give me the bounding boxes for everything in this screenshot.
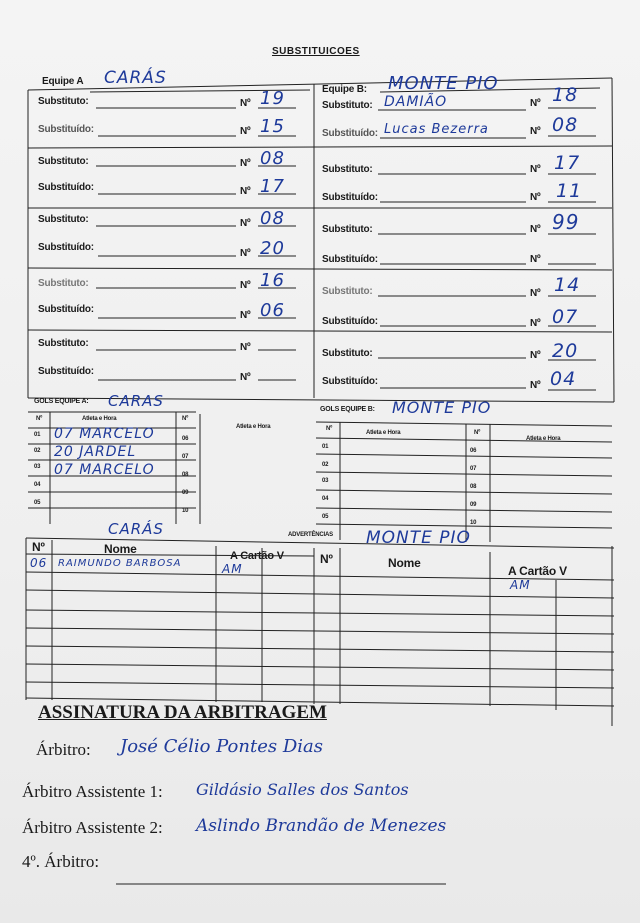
col-num-header: Nº: [474, 430, 481, 436]
warning-number: 06: [30, 556, 48, 570]
col-nome-header: Nome: [388, 556, 421, 570]
numero-label: Nº: [240, 186, 251, 197]
numero-label: Nº: [530, 288, 541, 299]
substituto-label: Substituto:: [322, 100, 373, 111]
numero-label: Nº: [530, 126, 541, 137]
row-number: 03: [34, 464, 41, 470]
substituto-label: Substituto:: [322, 286, 373, 297]
gols-a-team-name: CARAS: [108, 392, 164, 410]
row-number: 07: [182, 454, 189, 460]
numero-label: Nº: [530, 318, 541, 329]
substituto-label: Substituto:: [38, 338, 89, 349]
col-num-header: Nº: [32, 540, 45, 554]
row-number: 01: [34, 432, 41, 438]
row-number: 08: [182, 472, 189, 478]
numero-label: Nº: [240, 248, 251, 259]
col-cartao-header: A Cartão V: [230, 550, 284, 562]
warning-card: AM: [222, 562, 243, 576]
equipe-b-label: Equipe B:: [322, 84, 367, 95]
assistente2-signature: Aslindo Brandão de Menezes: [196, 816, 447, 836]
substituido-number: 07: [552, 306, 579, 328]
numero-label: Nº: [530, 224, 541, 235]
numero-label: Nº: [240, 126, 251, 137]
substituto-number: 20: [552, 340, 579, 362]
row-number: 06: [182, 436, 189, 442]
row-number: 09: [470, 502, 477, 508]
numero-label: Nº: [240, 280, 251, 291]
row-number: 01: [322, 444, 329, 450]
substituto-number: 16: [260, 270, 285, 291]
substituto-label: Substituto:: [38, 96, 89, 107]
row-number: 09: [182, 490, 189, 496]
row-number: 06: [470, 448, 477, 454]
row-number: 08: [470, 484, 477, 490]
warning-name: RAIMUNDO BARBOSA: [58, 558, 182, 569]
substituto-number: 18: [552, 84, 579, 106]
substituido-name: Lucas Bezerra: [384, 122, 489, 137]
gols-a-label: GOLS EQUIPE A:: [34, 398, 89, 405]
advertencias-label: ADVERTÊNCIAS: [288, 532, 333, 538]
equipe-b-name: MONTE PIO: [388, 73, 499, 94]
col-num-header: Nº: [36, 416, 43, 422]
substituido-number: 11: [556, 180, 583, 202]
col-atleta-header: Atleta e Hora: [236, 424, 271, 430]
substituto-number: 19: [260, 88, 285, 109]
substituto-number: 17: [554, 152, 581, 174]
row-number: 04: [34, 482, 41, 488]
numero-label: Nº: [530, 164, 541, 175]
row-number: 03: [322, 478, 329, 484]
substituido-label: Substituído:: [322, 316, 378, 327]
assistente1-signature: Gildásio Salles dos Santos: [196, 780, 409, 799]
substituto-name: DAMIÃO: [384, 94, 448, 110]
substituido-label: Substituído:: [38, 366, 94, 377]
substituido-label: Substituído:: [38, 242, 94, 253]
arbitro-label: Árbitro:: [36, 740, 91, 759]
substituido-label: Substituído:: [38, 124, 94, 135]
substituido-number: 20: [260, 238, 285, 259]
substituto-label: Substituto:: [38, 214, 89, 225]
substituido-number: 17: [260, 176, 285, 197]
numero-label: Nº: [240, 372, 251, 383]
col-cartao-header: A Cartão V: [508, 564, 567, 578]
row-number: 05: [34, 500, 41, 506]
substituido-number: 08: [552, 114, 579, 136]
substituto-number: 08: [260, 148, 285, 169]
goal-entry: 20 JARDEL: [54, 444, 137, 460]
row-number: 10: [182, 508, 189, 514]
gols-b-team-name: MONTE PIO: [392, 398, 492, 417]
numero-label: Nº: [240, 158, 251, 169]
substituido-label: Substituído:: [38, 182, 94, 193]
col-atleta-header: Atleta e Hora: [366, 430, 401, 436]
numero-label: Nº: [530, 98, 541, 109]
substituido-number: 06: [260, 300, 285, 321]
arbitro-signature: José Célio Pontes Dias: [120, 736, 323, 757]
equipe-a-name: CARÁS: [104, 68, 167, 88]
form-title: SUBSTITUICOES: [272, 46, 360, 57]
assistente1-label: Árbitro Assistente 1:: [22, 782, 163, 801]
substituido-label: Substituído:: [322, 376, 378, 387]
assinatura-heading: ASSINATURA DA ARBITRAGEM: [38, 702, 327, 723]
col-num-header: Nº: [326, 426, 333, 432]
numero-label: Nº: [240, 342, 251, 353]
row-number: 02: [34, 448, 41, 454]
assistente2-label: Árbitro Assistente 2:: [22, 818, 163, 837]
substituto-number: 99: [552, 210, 580, 234]
col-nome-header: Nome: [104, 542, 137, 556]
col-atleta-header: Atleta e Hora: [82, 416, 117, 422]
substituto-label: Substituto:: [38, 278, 89, 289]
substituido-number: 04: [550, 368, 577, 390]
col-num-header: Nº: [320, 552, 333, 566]
numero-label: Nº: [240, 98, 251, 109]
substituto-label: Substituto:: [322, 224, 373, 235]
numero-label: Nº: [530, 254, 541, 265]
goal-entry: 07 MARCELO: [54, 462, 155, 478]
row-number: 05: [322, 514, 329, 520]
row-number: 02: [322, 462, 329, 468]
numero-label: Nº: [530, 192, 541, 203]
warning-card: AM: [510, 578, 531, 592]
advertencias-a-team: CARÁS: [108, 520, 164, 538]
substituto-label: Substituto:: [322, 348, 373, 359]
row-number: 07: [470, 466, 477, 472]
numero-label: Nº: [240, 310, 251, 321]
substituido-label: Substituído:: [38, 304, 94, 315]
col-num-header: Nº: [182, 416, 189, 422]
substituido-label: Substituído:: [322, 192, 378, 203]
quarto-arbitro-label: 4º. Árbitro:: [22, 852, 100, 871]
goal-entry: 07 MARCELO: [54, 426, 155, 442]
substituido-number: 15: [260, 116, 285, 137]
numero-label: Nº: [530, 350, 541, 361]
substituto-number: 08: [260, 208, 285, 229]
advertencias-b-team: MONTE PIO: [366, 528, 471, 548]
gols-b-label: GOLS EQUIPE B:: [320, 406, 375, 413]
substituto-label: Substituto:: [322, 164, 373, 175]
substituto-label: Substituto:: [38, 156, 89, 167]
substituido-label: Substituído:: [322, 254, 378, 265]
col-atleta-header: Atleta e Hora: [526, 436, 561, 442]
substituido-label: Substituído:: [322, 128, 378, 139]
row-number: 10: [470, 520, 477, 526]
numero-label: Nº: [530, 380, 541, 391]
numero-label: Nº: [240, 218, 251, 229]
substituto-number: 14: [554, 274, 581, 296]
row-number: 04: [322, 496, 329, 502]
equipe-a-label: Equipe A: [42, 76, 84, 87]
